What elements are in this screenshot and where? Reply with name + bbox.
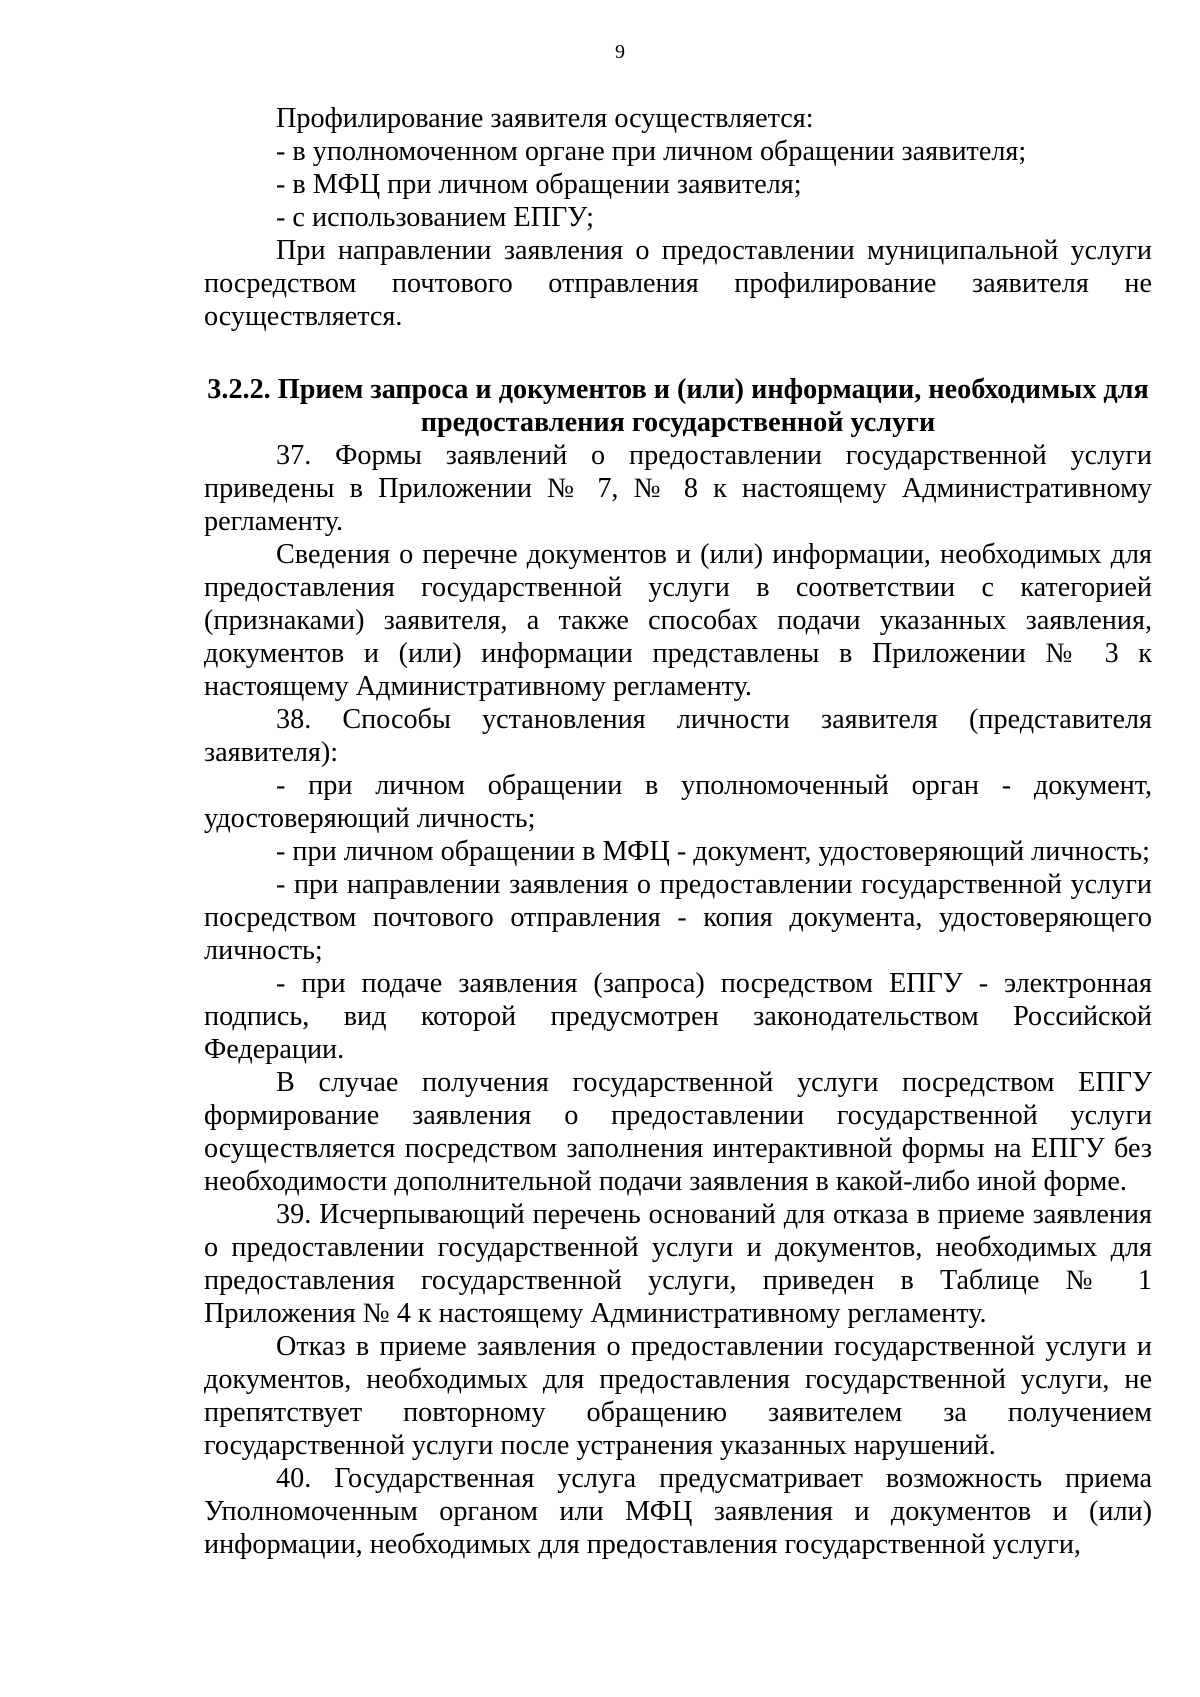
identity-method-item: - при подаче заявления (запроса) посредством ЕПГУ - электронная подпись, вид которой предусмотрен законодательством Российской Федерации. [204, 968, 1152, 1065]
paragraph-39-refusal: Отказ в приеме заявления о предоставлении государственной услуги и документов, необходимых для предоставления государственной услуги, не препятствует повторному обращению заявителем за получением государственной услуги после устранения указанных нарушений. [204, 1331, 1152, 1461]
profiling-item: - с использованием ЕПГУ; [276, 202, 594, 233]
paragraph-37-documents: Сведения о перечне документов и (или) информации, необходимых для предоставления государственной услуги в соответствии с категорией (признаками) заявителя, а также способах подачи указанных заявления, документов и (или) информации представлены в Приложении № 3 к настоящему Административному регламенту. [204, 539, 1152, 702]
page-number: 9 [615, 41, 625, 63]
identity-method-item: - при личном обращении в уполномоченный орган - документ, удостоверяющий личность; [204, 770, 1152, 834]
paragraph-40: 40. Государственная услуга предусматривает возможность приема Уполномоченным органом или МФЦ заявления и документов и (или) информации, необходимых для предоставления государственной услуги, [204, 1463, 1152, 1560]
section-heading: 3.2.2. Прием запроса и документов и (или) информации, необходимых для предоставления государственной услуги [207, 374, 1149, 438]
profiling-postal-note: При направлении заявления о предоставлении муниципальной услуги посредством почтового отправления профилирование заявителя не осуществляется. [204, 235, 1152, 332]
paragraph-37: 37. Формы заявлений о предоставлении государственной услуги приведены в Приложении № 7, № 8 к настоящему Административному регламенту. [204, 440, 1152, 537]
document-body [204, 102, 1152, 1561]
profiling-item: - в уполномоченном органе при личном обращении заявителя; [276, 136, 1027, 167]
profiling-intro: Профилирование заявителя осуществляется: [276, 103, 814, 134]
paragraph-38: 38. Способы установления личности заявителя (представителя заявителя): [204, 704, 1152, 768]
paragraph-38-epgu: В случае получения государственной услуги посредством ЕПГУ формирование заявления о предоставлении государственной услуги осуществляется посредством заполнения интерактивной формы на ЕПГУ без необходимости дополнительной подачи заявления в какой-либо иной форме. [204, 1067, 1152, 1197]
identity-method-item: - при личном обращении в МФЦ - документ, удостоверяющий личность; [276, 836, 1150, 867]
identity-method-item: - при направлении заявления о предоставлении государственной услуги посредством почтового отправления - копия документа, удостоверяющего личность; [204, 869, 1152, 966]
profiling-item: - в МФЦ при личном обращении заявителя; [276, 169, 802, 200]
paragraph-39: 39. Исчерпывающий перечень оснований для отказа в приеме заявления о предоставлении государственной услуги и документов, необходимых для предоставления государственной услуги, приведен в Таблице № 1 Приложения № 4 к настоящему Административному регламенту. [204, 1199, 1152, 1329]
